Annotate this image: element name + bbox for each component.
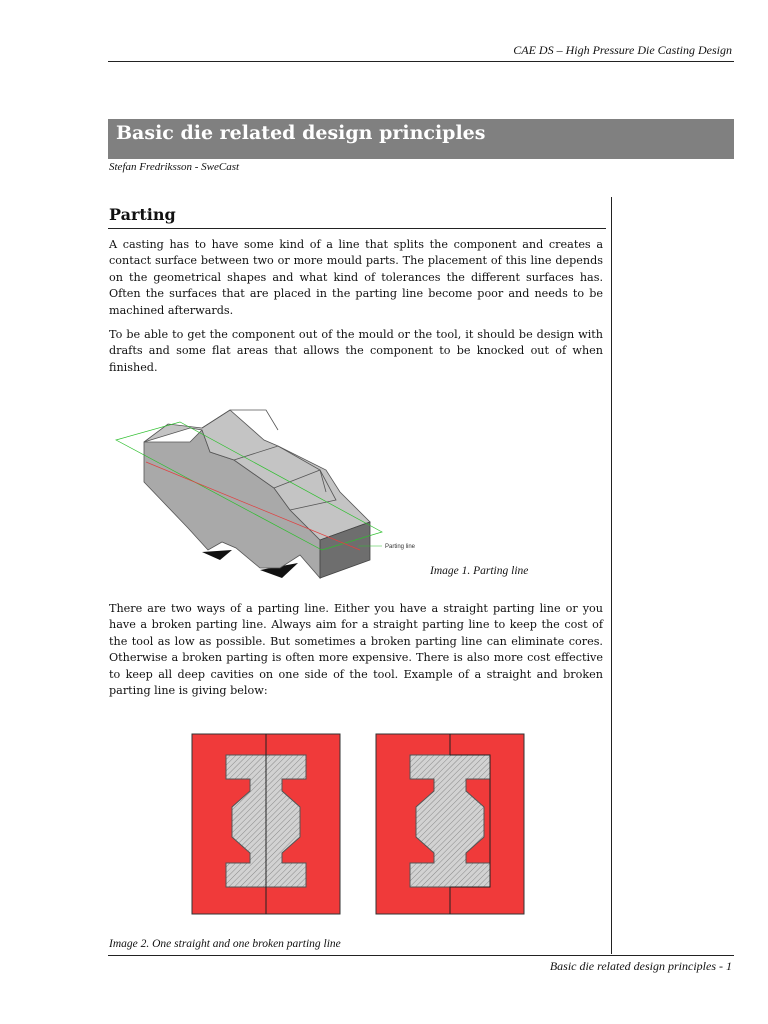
parting-line-label: Parting line	[385, 544, 416, 550]
parting-line-comparison-figure	[190, 733, 526, 915]
page-title: Basic die related design principles	[116, 122, 486, 144]
page-footer: Basic die related design principles - 1	[549, 959, 732, 973]
header-rule	[108, 61, 734, 62]
casting-foot	[202, 550, 232, 560]
footer-rule	[108, 955, 734, 956]
section-title: Parting	[109, 205, 176, 224]
title-bar	[108, 119, 734, 159]
broken-parting-example	[376, 734, 524, 914]
parting-line-figure	[110, 400, 420, 580]
casting-section	[410, 755, 490, 887]
author-line: Stefan Fredriksson - SweCast	[109, 161, 240, 173]
paragraph-1: A casting has to have some kind of a line that splits the component and creates a contact surface between two or more mould parts. The placement of this line depends on the geometrical shapes and what kind of tolerances the different surfaces has. Often the surfaces that are placed in the parting line become poor and needs to be machined afterwards.	[109, 238, 603, 317]
paragraph-2: To be able to get the component out of the mould or the tool, it should be design with drafts and some flat areas that allows the component to be knocked out of when finished.	[109, 328, 603, 374]
paragraph-3: There are two ways of a parting line. Either you have a straight parting line or you have a broken parting line. Always aim for a straight parting line to keep the cost of the tool as low as possible. But sometimes a broken parting line can eliminate cores. Otherwise a broken parting is often more expensive. There is also more cost effective to keep all deep cavities on one side of the tool. Example of a straight and broken parting line is giving below:	[109, 602, 603, 698]
figure-2-caption: Image 2. One straight and one broken parting line	[109, 938, 341, 950]
straight-parting-example	[192, 734, 340, 914]
margin-rule	[611, 197, 612, 954]
running-header: CAE DS – High Pressure Die Casting Design	[513, 43, 732, 57]
figure-1-caption: Image 1. Parting line	[430, 565, 529, 577]
section-rule	[108, 228, 606, 229]
